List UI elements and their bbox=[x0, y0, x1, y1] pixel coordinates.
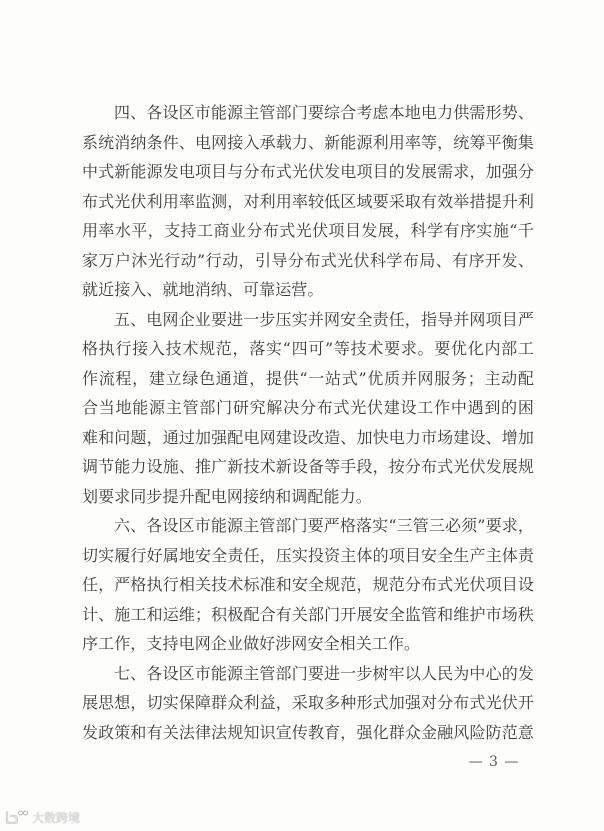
paragraph-6-line-2: 切实履行好属地安全责任，压实投资主体的项目安全生产主体责 bbox=[82, 545, 534, 565]
paragraph-7-line-2: 展思想，切实保障群众利益，采取多种形式加强对分布式光伏开 bbox=[82, 693, 534, 712]
paragraph-5-line-7: 划要求同步提升配电网接纳和调配能力。 bbox=[82, 486, 372, 506]
paragraph-4-line-5: 用率水平，支持工商业分布式光伏项目发展，科学有序实施“千 bbox=[82, 221, 534, 240]
paragraph-4-line-4: 布式光伏利用率监测，对利用率较低区域要采取有效举措提升利 bbox=[82, 191, 534, 211]
paragraph-6-line-5: 序工作，支持电网企业做好涉网安全相关工作。 bbox=[82, 634, 421, 653]
page-number: — 3 — bbox=[468, 754, 520, 770]
paragraph-5-line-1: 五、电网企业要进一步压实并网安全责任，指导并网项目严 bbox=[114, 309, 534, 329]
paragraph-4-line-3: 中式新能源发电项目与分布式光伏发电项目的发展需求，加强分 bbox=[82, 162, 534, 181]
paragraph-4-line-6: 家万户沐光行动”行动，引导分布式光伏科学布局、有序开发、 bbox=[82, 250, 534, 270]
paragraph-6-line-4: 计、施工和运维；积极配合有关部门开展安全监管和维护市场秩 bbox=[82, 604, 534, 624]
paragraph-5-line-4: 合当地能源主管部门研究解决分布式光伏建设工作中遇到的困 bbox=[82, 398, 534, 417]
paragraph-5-line-2: 格执行接入技术规范，落实“四可”等技术要求。要优化内部工 bbox=[82, 339, 534, 358]
watermark bbox=[5, 808, 80, 826]
paragraph-7-line-3: 发政策和有关法律法规知识宣传教育，强化群众金融风险防范意 bbox=[82, 722, 534, 742]
paragraph-5-line-3: 作流程，建立绿色通道，提供“一站式”优质并网服务；主动配 bbox=[82, 368, 534, 388]
paragraph-7-line-1: 七、各设区市能源主管部门要进一步树牢以人民为中心的发 bbox=[114, 663, 534, 683]
document-body bbox=[82, 98, 534, 747]
watermark-text: 大数跨境 bbox=[32, 810, 81, 825]
paragraph-4-line-7: 就近接入、就地消纳、可靠运营。 bbox=[82, 280, 324, 299]
paragraph-4-line-1: 四、各设区市能源主管部门要综合考虑本地电力供需形势、 bbox=[114, 103, 534, 122]
paragraph-5-line-6: 调节能力设施、推广新技术新设备等手段，按分布式光伏发展规 bbox=[82, 457, 534, 476]
paragraph-4-line-2: 系统消纳条件、电网接入承载力、新能源利用率等，统筹平衡集 bbox=[82, 132, 534, 152]
paragraph-5-line-5: 难和问题，通过加强配电网建设改造、加快电力市场建设、增加 bbox=[82, 427, 534, 447]
paragraph-6-line-1: 六、各设区市能源主管部门要严格落实“三管三必须”要求， bbox=[114, 516, 534, 535]
brand-logo-icon bbox=[5, 810, 29, 824]
paragraph-6-line-3: 任，严格执行相关技术标准和安全规范，规范分布式光伏项目设 bbox=[82, 575, 534, 594]
